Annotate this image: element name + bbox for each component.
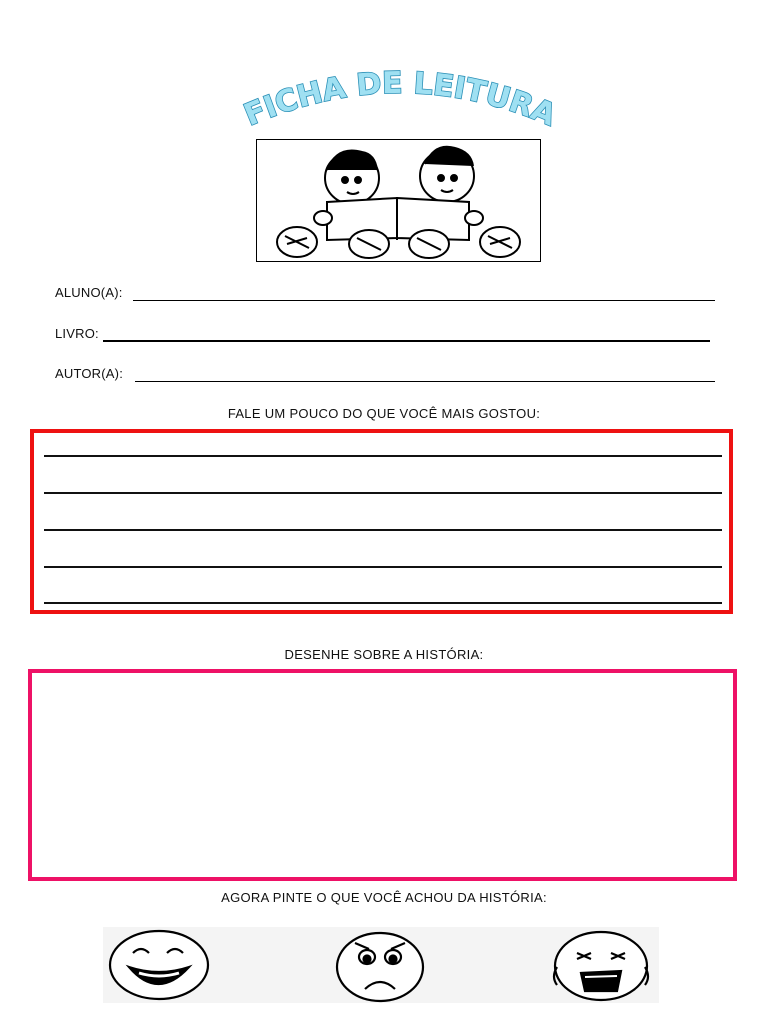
worksheet-title: [230, 66, 570, 146]
writing-line[interactable]: [44, 455, 722, 457]
autor-answer-line[interactable]: [135, 381, 715, 382]
livro-answer-line[interactable]: [103, 340, 710, 342]
liked-prompt: FALE UM POUCO DO QUE VOCÊ MAIS GOSTOU:: [227, 406, 541, 421]
autor-field[interactable]: [55, 366, 715, 384]
draw-prompt: DESENHE SOBRE A HISTÓRIA:: [284, 647, 484, 662]
title-text: FICHA DE LEITURA: [239, 65, 561, 134]
livro-label: LIVRO:: [55, 326, 99, 341]
autor-label: AUTOR(A):: [55, 366, 124, 381]
writing-line[interactable]: [44, 492, 722, 494]
crying-face-icon[interactable]: [543, 927, 653, 1003]
writing-line[interactable]: [44, 602, 722, 604]
laughing-face-icon[interactable]: [103, 927, 213, 1003]
livro-field[interactable]: [55, 326, 710, 344]
writing-line[interactable]: [44, 566, 722, 568]
rating-faces: [103, 927, 659, 1003]
aluno-label: ALUNO(A):: [55, 285, 123, 300]
drawing-box[interactable]: [28, 669, 737, 881]
liked-writing-box[interactable]: [30, 429, 733, 614]
rate-prompt: AGORA PINTE O QUE VOCÊ ACHOU DA HISTÓRIA:: [221, 890, 547, 905]
aluno-answer-line[interactable]: [133, 300, 715, 301]
kids-reading-illustration: [256, 139, 541, 262]
aluno-field[interactable]: [55, 285, 715, 303]
writing-line[interactable]: [44, 529, 722, 531]
sad-face-icon[interactable]: [325, 927, 435, 1003]
